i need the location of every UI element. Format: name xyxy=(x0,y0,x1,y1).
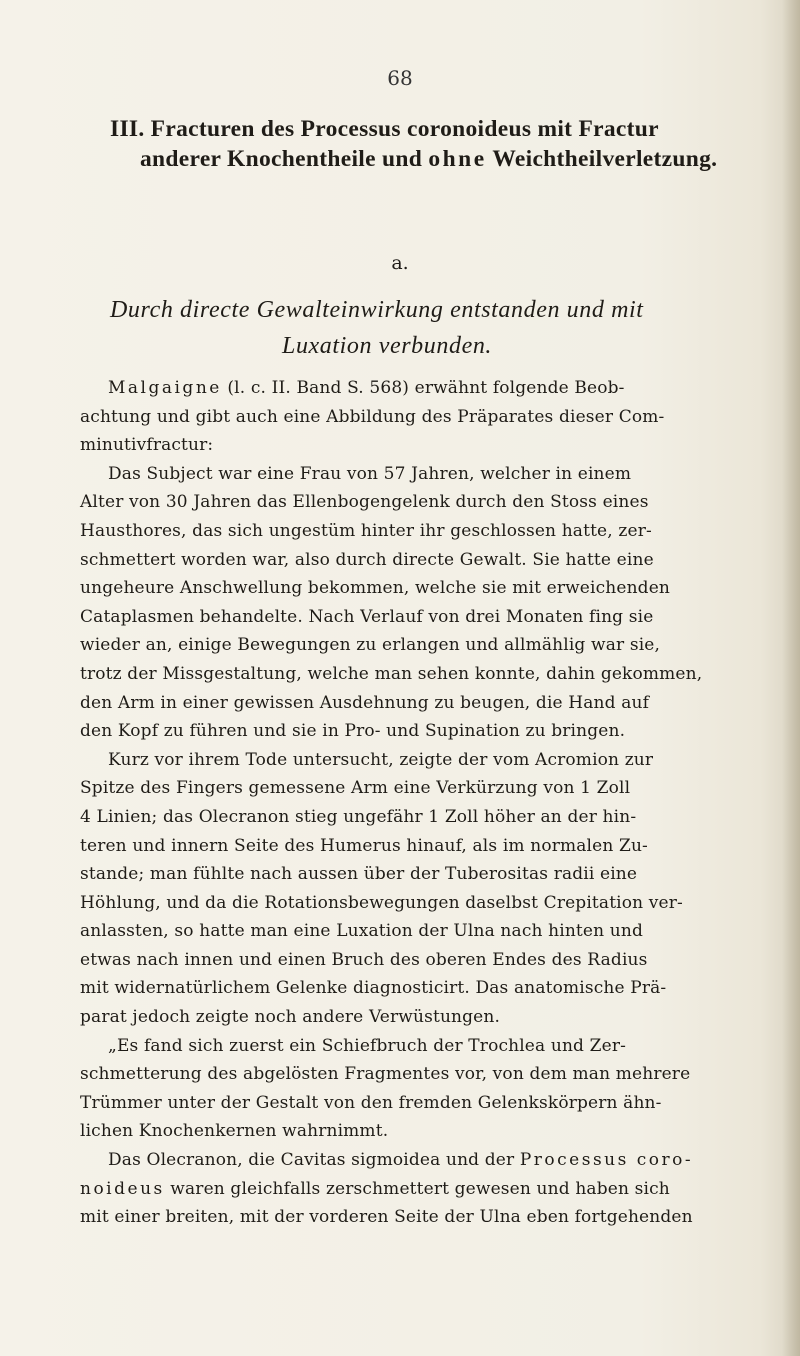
text-line xyxy=(80,717,770,746)
line-text: parat jedoch zeigte noch andere Verwüstungen. xyxy=(80,1007,501,1028)
subsection-title-line-2: Luxation verbunden. xyxy=(282,333,493,359)
text-line xyxy=(80,774,770,803)
line-text: trotz der Missgestaltung, welche man sehen konnte, dahin gekommen, xyxy=(80,663,703,684)
line-text: waren gleichfalls zerschmettert gewesen und haben sich xyxy=(164,1178,670,1199)
line-text: 4 Linien; das Olecranon stieg ungefähr 1 Zoll höher an der hin- xyxy=(80,806,637,827)
line-text: den Arm in einer gewissen Ausdehnung zu beugen, die Hand auf xyxy=(80,692,650,713)
spaced-name: noideus xyxy=(80,1178,165,1199)
text-line xyxy=(80,689,770,718)
heading-text-c: Weichtheilverletzung. xyxy=(486,146,718,172)
line-text: schmetterung des abgelösten Fragmentes vor, von dem man mehrere xyxy=(80,1064,691,1085)
text-line xyxy=(80,546,770,575)
text-line xyxy=(80,832,770,861)
spaced-term: Processus coro- xyxy=(519,1150,694,1171)
line-text: Alter von 30 Jahren das Ellenbogengelenk durch den Stoss eines xyxy=(80,492,649,513)
subsection-title-line-1: Durch directe Gewalteinwirkung entstanden und mit xyxy=(110,297,644,323)
text-line xyxy=(80,1203,770,1232)
text-line xyxy=(80,803,770,832)
text-line xyxy=(80,517,770,546)
text-line xyxy=(80,574,770,603)
line-text: wieder an, einige Bewegungen zu erlangen und allmählig war sie, xyxy=(80,635,661,656)
line-text: ungeheure Anschwellung bekommen, welche sie mit erweichenden xyxy=(80,578,671,599)
line-text: mit einer breiten, mit der vorderen Seite der Ulna eben fortgehenden xyxy=(80,1207,693,1228)
line-text: (l. c. II. Band S. 568) erwähnt folgende Beob- xyxy=(221,378,625,398)
line-text: Cataplasmen behandelte. Nach Verlauf von drei Monaten fing sie xyxy=(80,606,654,627)
text-line xyxy=(80,488,770,517)
text-line xyxy=(80,603,770,632)
section-heading-line-2 xyxy=(110,144,790,174)
text-line xyxy=(80,974,770,1003)
text-line xyxy=(80,403,770,432)
line-text: Trümmer unter der Gestalt von den fremden Gelenkskörpern ähn- xyxy=(80,1092,662,1113)
text-line xyxy=(80,431,770,460)
text-line xyxy=(80,1089,770,1118)
body-text xyxy=(80,374,770,1232)
spaced-name: Malgaigne xyxy=(108,378,222,398)
line-text: Spitze des Fingers gemessene Arm eine Verkürzung von 1 Zoll xyxy=(80,778,631,799)
text-line xyxy=(80,1146,770,1175)
page-number: 68 xyxy=(387,66,413,90)
line-text: Das Subject war eine Frau von 57 Jahren, welcher in einem xyxy=(108,463,632,484)
line-text: lichen Knochenkernen wahrnimmt. xyxy=(80,1121,389,1142)
line-text: Das Olecranon, die Cavitas sigmoidea und der xyxy=(108,1150,520,1171)
text-line xyxy=(80,660,770,689)
section-heading-line-1: III. Fracturen des Processus coronoideus mit Fractur xyxy=(110,116,659,142)
text-line xyxy=(80,1003,770,1032)
text-line xyxy=(80,946,770,975)
text-line xyxy=(80,1175,770,1204)
line-text: Kurz vor ihrem Tode untersucht, zeigte der vom Acromion zur xyxy=(108,749,654,770)
heading-emphasis: ohne xyxy=(428,146,487,172)
text-line xyxy=(80,746,770,775)
subsection-letter: a. xyxy=(391,252,409,274)
line-text: Hausthores, das sich ungestüm hinter ihr geschlossen hatte, zer- xyxy=(80,520,652,541)
text-line xyxy=(80,860,770,889)
line-text: teren und innern Seite des Humerus hinauf, als im normalen Zu- xyxy=(80,835,648,856)
text-line xyxy=(80,917,770,946)
heading-text-a: anderer Knochentheile und xyxy=(140,146,429,172)
line-text: achtung und gibt auch eine Abbildung des Präparates dieser Com- xyxy=(80,406,665,427)
line-text: mit widernatürlichem Gelenke diagnosticirt. Das anatomische Prä- xyxy=(80,978,667,999)
line-text: schmettert worden war, also durch directe Gewalt. Sie hatte eine xyxy=(80,549,654,570)
line-text: den Kopf zu führen und sie in Pro- und Supination zu bringen. xyxy=(80,721,626,742)
section-heading xyxy=(110,114,790,174)
line-text: stande; man fühlte nach aussen über der Tuberositas radii eine xyxy=(80,864,638,885)
text-line xyxy=(80,460,770,489)
line-text: „Es fand sich zuerst ein Schiefbruch der Trochlea und Zer- xyxy=(108,1035,626,1056)
line-text: minutivfractur: xyxy=(80,435,214,456)
line-text: etwas nach innen und einen Bruch des oberen Endes des Radius xyxy=(80,949,648,970)
text-line xyxy=(80,1117,770,1146)
text-line xyxy=(80,889,770,918)
text-line xyxy=(80,631,770,660)
subsection-title xyxy=(110,292,790,364)
text-line xyxy=(80,1032,770,1061)
page-edge-shadow xyxy=(782,0,800,1356)
text-line xyxy=(80,1060,770,1089)
line-text: Höhlung, und da die Rotationsbewegungen daselbst Crepitation ver- xyxy=(80,892,683,913)
text-line xyxy=(80,374,770,403)
line-text: anlassten, so hatte man eine Luxation der Ulna nach hinten und xyxy=(80,921,644,942)
